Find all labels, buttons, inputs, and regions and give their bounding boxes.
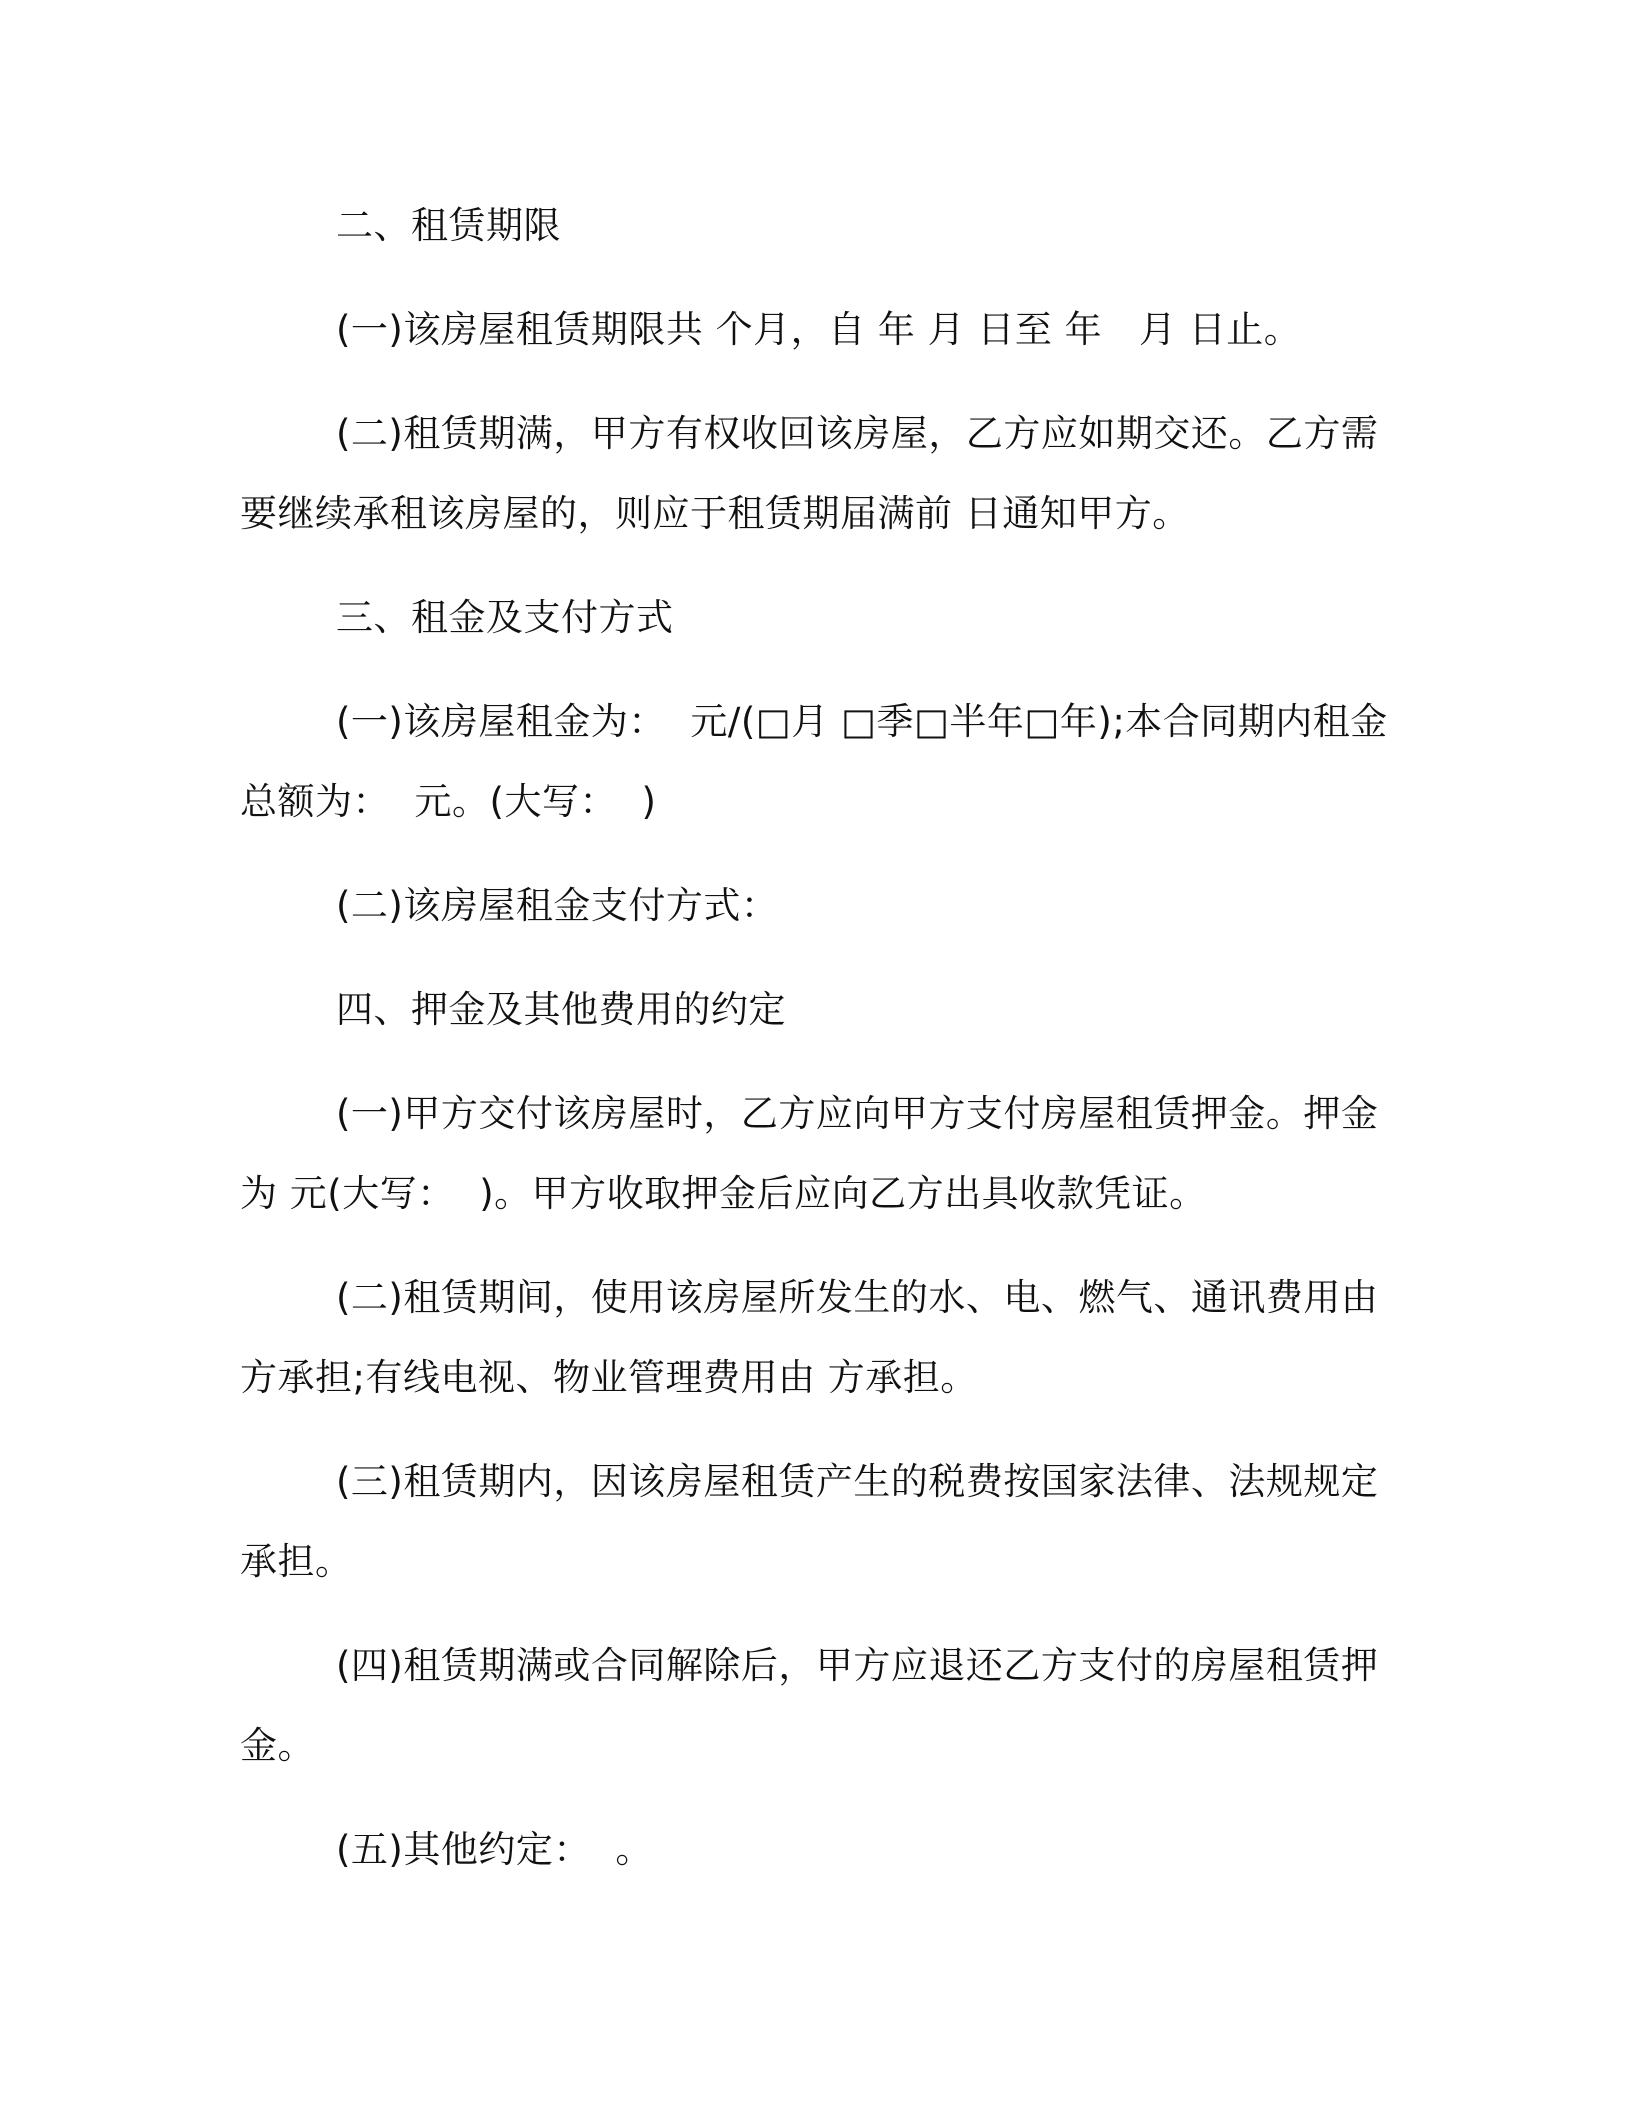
clause-4-4-line1: (四)租赁期满或合同解除后，甲方应退还乙方支付的房屋租赁押 bbox=[336, 1644, 1379, 1687]
clause-4-3-line1: (三)租赁期内，因该房屋租赁产生的税费按国家法律、法规规定 bbox=[336, 1460, 1379, 1503]
clause-4-4-line2: 金。 bbox=[240, 1724, 315, 1767]
clause-2-1: (一)该房屋租赁期限共 个月，自 年 月 日至 年 月 日止。 bbox=[336, 308, 1302, 351]
section-heading-deposit-fees: 四、押金及其他费用的约定 bbox=[336, 988, 786, 1031]
clause-4-3-line2: 承担。 bbox=[240, 1540, 353, 1583]
clause-4-2-line1: (二)租赁期间，使用该房屋所发生的水、电、燃气、通讯费用由 bbox=[336, 1276, 1379, 1319]
clause-2-2-line1: (二)租赁期满，甲方有权收回该房屋，乙方应如期交还。乙方需 bbox=[336, 412, 1379, 455]
clause-4-1-line2: 为 元(大写： )。甲方收取押金后应向乙方出具收款凭证。 bbox=[240, 1172, 1207, 1215]
clause-4-1-line1: (一)甲方交付该房屋时，乙方应向甲方支付房屋租赁押金。押金 bbox=[336, 1092, 1379, 1135]
clause-4-5: (五)其他约定： 。 bbox=[336, 1828, 653, 1871]
document-page bbox=[240, 186, 1388, 1890]
clause-2-2-line2: 要继续承租该房屋的，则应于租赁期届满前 日通知甲方。 bbox=[240, 492, 1190, 535]
clause-3-1-line1: (一)该房屋租金为： 元/(□月 □季□半年□年);本合同期内租金 bbox=[336, 700, 1388, 743]
clause-3-2: (二)该房屋租金支付方式： bbox=[336, 884, 779, 927]
section-heading-lease-term: 二、租赁期限 bbox=[336, 204, 561, 247]
clause-3-1-line2: 总额为： 元。(大写： ) bbox=[240, 780, 657, 823]
section-heading-rent-payment: 三、租金及支付方式 bbox=[336, 596, 674, 639]
clause-4-2-line2: 方承担;有线电视、物业管理费用由 方承担。 bbox=[240, 1356, 978, 1399]
